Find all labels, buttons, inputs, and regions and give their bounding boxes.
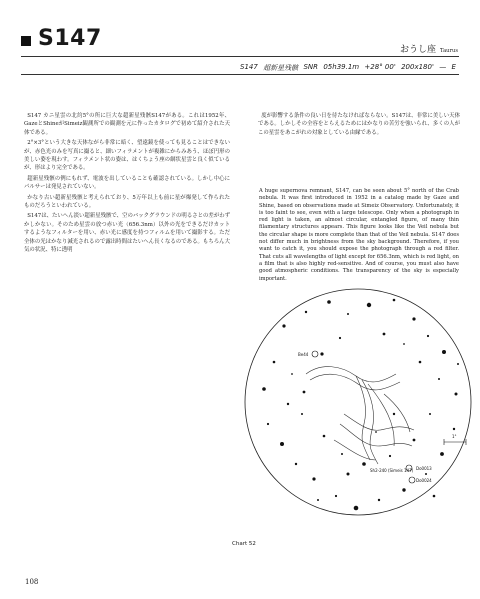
chart-field-circle xyxy=(245,289,471,515)
info-type: SNR xyxy=(303,63,319,71)
section-marker xyxy=(21,36,31,46)
info-object: S147 xyxy=(240,63,258,71)
english-text: A huge supernova remnant, S147, can be seen about 5° north of the Crab nebula. It was first introduced in 1952 in a catalog made by Gaze and Shine, based on observations made at Simeiz Observatory. Unfortunately, it is too faint to see, even with a large telescope. Only when a photograph in red light is taken, an almost circular, entangled figure, of many thin filamentary structures appears. This figure looks like the Veil nebula but the circular shape is more complete than that of the Veil nebula. S147 does not differ much in brightness from the sky background. Therefore, if you want to catch it, you should expose the photograph through a red filter. That cuts all wavelengths of light except for 656.3nm, which is red light, on a film that is also highly red-sensitive. And of course, you must also have good atmospheric conditions. The transparency of the sky is especially important. xyxy=(259,188,459,282)
label-do0024: Do0024 xyxy=(416,478,432,483)
jp-paragraph: 2°×3°という大きな天体ながら非常に暗く、望遠鏡を使っても見ることはできないが、赤色光のみを写真に撮ると、細いフィラメントが複雑にからみあう、ほぼ円形の美しい姿を現わす。フィラメント状の姿は、はくちょう座の網状星雲と良く似ているが、形はより完全である。 xyxy=(24,140,230,172)
japanese-text-left xyxy=(24,112,230,257)
jp-paragraph: 超新星残骸の例にもれず、電波を出していることも確認されている。しかし中心にパルサーは発見されていない。 xyxy=(24,175,230,191)
jp-paragraph: 度が影響する条件の良い日を待たなければならない。S147は、非常に美しい天体である。しかしその全容をとらえるためにはかなりの苦労を強いられ、多くの人がこの星雲をあこがれの対象としている由縁である。 xyxy=(258,113,460,136)
info-season: E xyxy=(451,63,456,71)
info-type-jp: 超新星残骸 xyxy=(263,64,299,72)
star-chart xyxy=(244,264,476,536)
jp-paragraph: かなり古い超新星残骸と考えられており、5万年以上も前に星が爆発して作られたものだろうといわれている。 xyxy=(24,194,230,210)
label-be44: Be44 xyxy=(298,352,309,357)
info-dec: +28° 00' xyxy=(364,63,396,71)
constellation-en: Taurus xyxy=(440,48,458,54)
scale-label: 1° xyxy=(452,434,457,439)
chart-caption: Chart 52 xyxy=(232,541,256,547)
info-size: 200x180' xyxy=(401,63,434,71)
page-number: 108 xyxy=(25,578,39,586)
constellation-label xyxy=(400,42,458,55)
label-sh2-240: Sh2-240 (Simeis 147) xyxy=(370,468,414,473)
info-ra: 05h39.1m xyxy=(323,63,360,71)
header-rule-top xyxy=(21,56,459,57)
japanese-text-right xyxy=(258,112,460,139)
label-do0013: Do0013 xyxy=(416,466,432,471)
info-mag: — xyxy=(439,63,447,71)
page-title: S147 xyxy=(38,26,102,51)
constellation-jp: おうし座 xyxy=(400,45,437,55)
header-rule-bottom xyxy=(21,74,459,75)
jp-paragraph: S147は、たいへん淡い超新星残骸で、空のバックグラウンドの明るさとの差がわずかしかない。そのため星雲の放つ赤い光（656.3nm）以外の光をできるだけカットするようなフィルターを用い、赤い光に感度を持つフィルムを用いて撮影する。ただ全体の光はかなり減光されるので露出時間はたいへん長くなるのである。もちろん大気の状況、特に透明 xyxy=(24,213,230,254)
cluster-be44-marker xyxy=(312,351,318,357)
nebula-filaments xyxy=(306,367,414,464)
jp-paragraph: S147 カニ星雲の北約5°の所に巨大な超新星残骸S147がある。これは1952年、GazeとShineがSimeiz観測所での観測を元に作ったカタログで初めて紹介された天体である。 xyxy=(24,113,230,136)
info-bar xyxy=(240,63,456,73)
cluster-do0024-marker xyxy=(409,477,415,483)
